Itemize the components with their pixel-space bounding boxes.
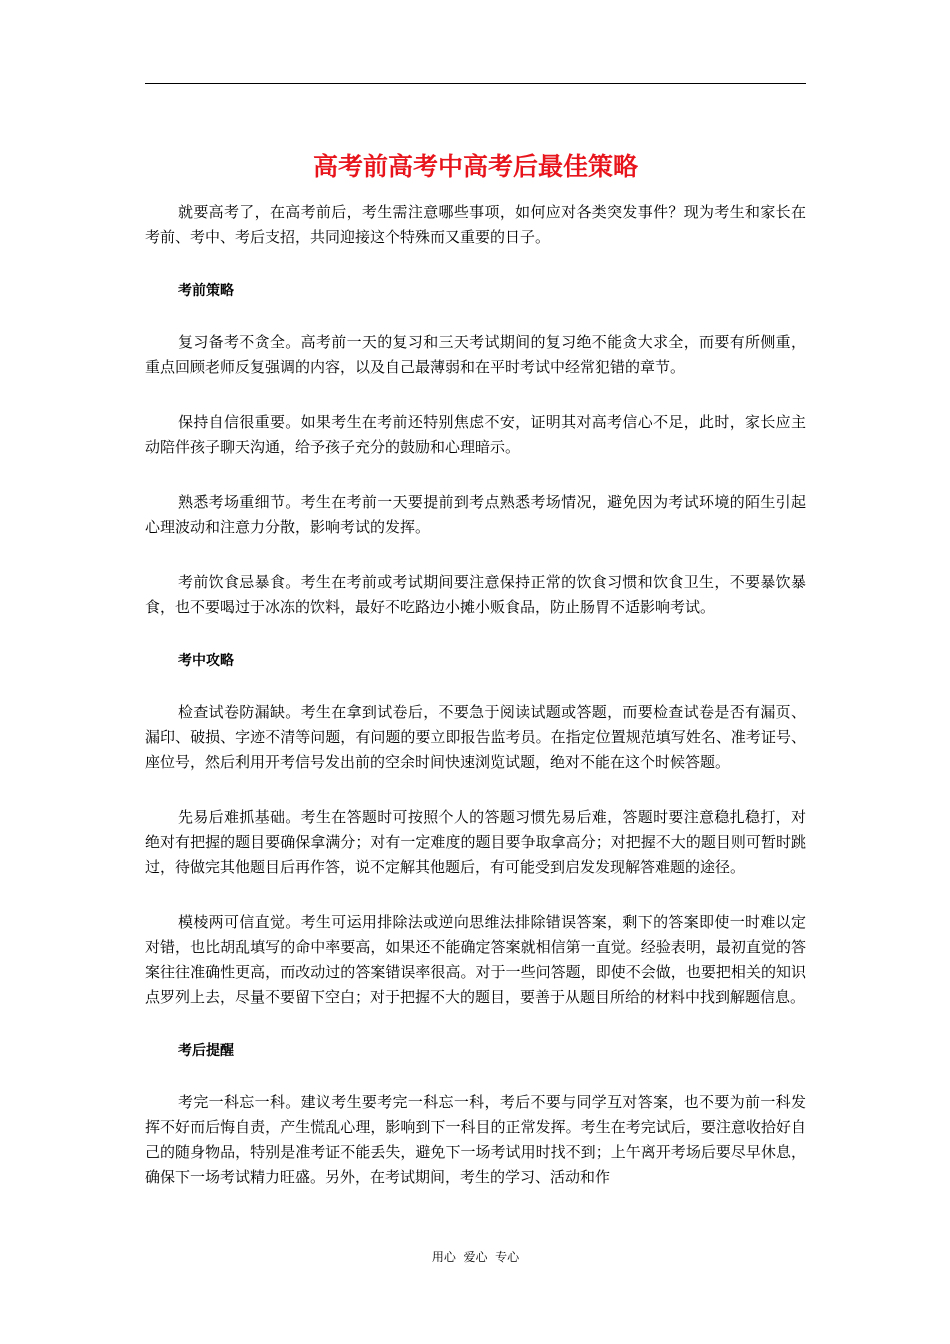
paragraph-intuition: 模棱两可信直觉。考生可运用排除法或逆向思维法排除错误答案，剩下的答案即使一时难以定对错，也比胡乱填写的命中率要高，如果还不能确定答案就相信第一直觉。经验表明，最初直觉的答案往往准确性更高，而改动过的答案错误率很高。对于一些问答题，即使不会做，也要把相关的知识点罗列上去，尽量不要留下空白；对于把握不大的题目，要善于从题目所给的材料中找到解题信息。 [145, 913, 806, 1006]
section-heading-during-exam: 考中攻略 [178, 653, 234, 669]
paragraph-venue: 熟悉考场重细节。考生在考前一天要提前到考点熟悉考场情况，避免因为考试环境的陌生引起心理波动和注意力分散，影响考试的发挥。 [145, 493, 806, 536]
paragraph-forget-subject: 考完一科忘一科。建议考生要考完一科忘一科，考后不要与同学互对答案，也不要为前一科发挥不好而后悔自责，产生慌乱心理，影响到下一科目的正常发挥。考生在考完试后，要注意收拾好自己的随身物品，特别是准考证不能丢失，避免下一场考试用时找不到；上午离开考场后要尽早休息，确保下一场考试精力旺盛。另外，在考试期间，考生的学习、活动和作 [145, 1093, 806, 1186]
intro-paragraph: 就要高考了，在高考前后，考生需注意哪些事项，如何应对各类突发事件？现为考生和家长在考前、考中、考后支招，共同迎接这个特殊而又重要的日子。 [145, 203, 806, 246]
paragraph-confidence: 保持自信很重要。如果考生在考前还特别焦虑不安，证明其对高考信心不足，此时，家长应主动陪伴孩子聊天沟通，给予孩子充分的鼓励和心理暗示。 [145, 413, 806, 456]
paragraph-diet: 考前饮食忌暴食。考生在考前或考试期间要注意保持正常的饮食习惯和饮食卫生，不要暴饮暴食，也不要喝过于冰冻的饮料，最好不吃路边小摊小贩食品，防止肠胃不适影响考试。 [145, 573, 806, 616]
section-heading-before-exam: 考前策略 [178, 283, 234, 299]
section-heading-after-exam: 考后提醒 [178, 1043, 234, 1059]
header-rule [145, 83, 806, 84]
paragraph-easy-first: 先易后难抓基础。考生在答题时可按照个人的答题习惯先易后难，答题时要注意稳扎稳打，对绝对有把握的题目要确保拿满分；对有一定难度的题目要争取拿高分；对把握不大的题目则可暂时跳过，待做完其他题目后再作答，说不定解其他题后，有可能受到启发发现解答难题的途径。 [145, 808, 806, 876]
page-footer: 用心 爱心 专心 [431, 1250, 520, 1264]
document-title: 高考前高考中高考后最佳策略 [312, 151, 638, 181]
document-body [145, 200, 806, 1220]
paragraph-check-paper: 检查试卷防漏缺。考生在拿到试卷后，不要急于阅读试题或答题，而要检查试卷是否有漏页、漏印、破损、字迹不清等问题，有问题的要立即报告监考员。在指定位置规范填写姓名、准考证号、座位号，然后利用开考信号发出前的空余时间快速浏览试题，绝对不能在这个时候答题。 [145, 703, 806, 771]
paragraph-review: 复习备考不贪全。高考前一天的复习和三天考试期间的复习绝不能贪大求全，而要有所侧重，重点回顾老师反复强调的内容，以及自己最薄弱和在平时考试中经常犯错的章节。 [145, 333, 806, 376]
